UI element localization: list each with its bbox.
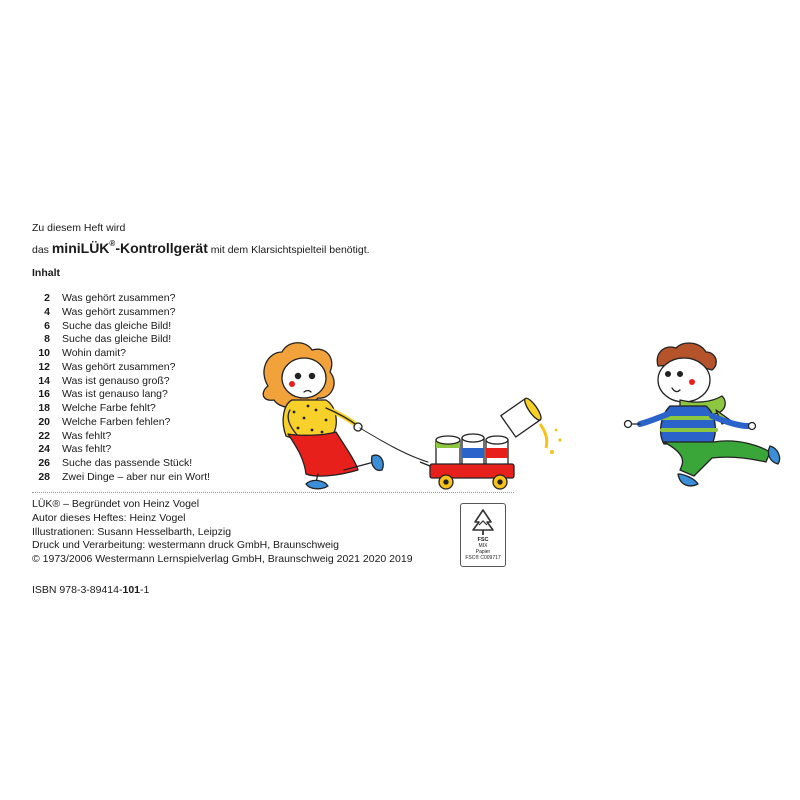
toc-title: Was fehlt? (62, 429, 112, 442)
toc-title: Zwei Dinge – aber nur ein Wort! (62, 470, 211, 483)
fsc-mix: MIX (478, 543, 488, 549)
intro-prefix: das (32, 244, 52, 256)
isbn-prefix: ISBN 978-3-89414- (32, 584, 123, 596)
isbn-suffix: -1 (140, 584, 150, 596)
credit-line: Autor dieses Heftes: Heinz Vogel (32, 511, 186, 524)
credit-line: Illustrationen: Susann Hesselbarth, Leipzig (32, 525, 232, 538)
credit-line: LÜK® – Begründet von Heinz Vogel (32, 498, 200, 510)
toc-page: 8 (44, 333, 50, 346)
toc-page: 2 (44, 292, 50, 304)
credit-line: Druck und Verarbeitung: westermann druck GmbH, Braunschweig (32, 539, 339, 552)
toc-title: Was fehlt? (62, 443, 112, 456)
toc-title: Suche das gleiche Bild! (62, 333, 172, 346)
fsc-name: FSC (477, 537, 489, 543)
toc-page: 24 (38, 443, 50, 456)
toc-title: Welche Farben fehlen? (62, 415, 171, 428)
toc-page: 6 (44, 319, 50, 332)
toc-page: 28 (38, 470, 50, 483)
toc-page: 14 (38, 374, 50, 387)
girl-illustration (263, 343, 428, 489)
toc-title: Was ist genauso lang? (62, 388, 168, 401)
product-suffix: -Kontrollgerät (115, 240, 208, 256)
toc-title: Suche das gleiche Bild! (62, 319, 172, 332)
toc-page: 22 (38, 429, 50, 442)
toc-page: 18 (38, 402, 50, 414)
toc-page: 10 (38, 347, 50, 359)
isbn-bold: 101 (122, 584, 141, 596)
toc-title: Wohin damit? (62, 347, 127, 359)
toc-title: Was gehört zusammen? (62, 292, 176, 304)
intro-line-1: Zu diesem Heft wird (32, 222, 126, 234)
toc-page: 20 (38, 415, 50, 428)
toc-page: 12 (38, 360, 50, 373)
credit-line: © 1973/2006 Westermann Lernspielverlag GmbH, Braunschweig 2021 2020 2019 (32, 553, 413, 565)
boy-illustration (625, 343, 780, 486)
toc-title: Suche das passende Stück! (62, 457, 193, 469)
fsc-papier: Papier (475, 549, 491, 555)
toc-title: Welche Farbe fehlt? (62, 402, 156, 414)
fsc-code: FSC® C009717 (465, 555, 501, 561)
toc-title: Was gehört zusammen? (62, 360, 176, 373)
toc-heading: Inhalt (32, 267, 60, 279)
toc-title: Was gehört zusammen? (62, 305, 176, 318)
toc-page: 16 (38, 388, 50, 401)
wagon-illustration (420, 396, 562, 489)
product-name-text: miniLÜK (51, 240, 110, 256)
product-reg-mark: ® (109, 239, 116, 248)
toc-title: Was ist genauso groß? (62, 374, 170, 387)
toc-page: 26 (38, 457, 50, 469)
toc-page: 4 (44, 305, 50, 318)
intro-rest: mit dem Klarsichtspielteil benötigt. (207, 244, 370, 256)
